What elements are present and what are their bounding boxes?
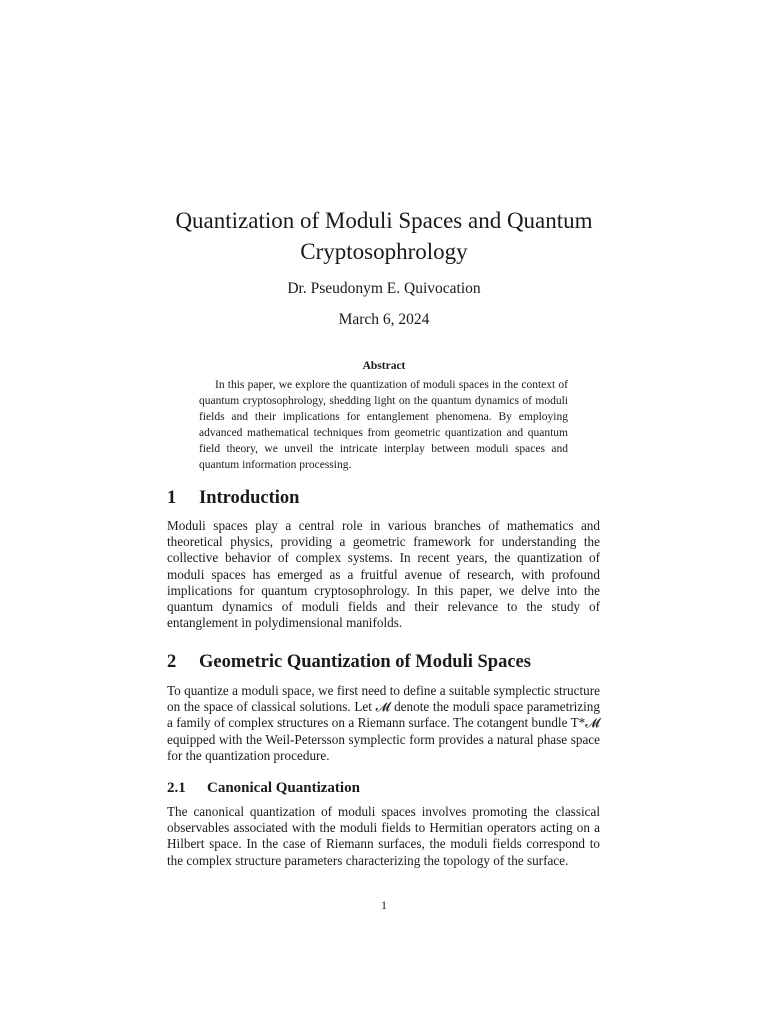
section-heading-introduction [167,486,299,510]
section-heading-geometric-quantization [167,650,531,674]
abstract-text: In this paper, we explore the quantization of moduli spaces in the context of quantum cryptosophrology, shedding light on the quantum dynamics of moduli fields and their implications for entanglement phenomena. By employing advanced mathematical techniques from geometric quantization and quantum field theory, we unveil the intricate interplay between moduli spaces and quantum information processing. [199,379,568,471]
subsection-number: 2.1 [167,780,186,796]
section-number: 1 [167,488,177,508]
paper-title: Quantization of Moduli Spaces and Quantum Cryptosophrology [175,208,593,264]
paper-author: Dr. Pseudonym E. Quivocation [287,280,481,297]
section-body-geometric-quantization: To quantize a moduli space, we first need to define a suitable symplectic structure on the space of classical solutions. Let 𝓜 denote the moduli space parametrizing a family of complex structures on a Riemann surface. The cotangent bundle T*𝓜 equipped with the Weil-Petersson symplectic form provides a natural phase space for the quantization procedure. [167,683,600,763]
section-number: 2 [167,652,177,672]
paper-date: March 6, 2024 [338,311,430,328]
subsection-title: Canonical Quantization [207,780,360,796]
section-title: Introduction [199,488,300,508]
page-number: 1 [381,898,387,912]
section-body-introduction: Moduli spaces play a central role in various branches of mathematics and theoretical physics, providing a geometric framework for understanding the collective behavior of complex systems. In recent years, the quantization of moduli spaces has emerged as a fruitful avenue of research, with profound implications for quantum cryptosophrology. In this paper, we delve into the quantum dynamics of moduli fields and their relevance to the study of entanglement in polydimensional manifolds. [167,518,600,631]
subsection-body-canonical-quantization: The canonical quantization of moduli spaces involves promoting the classical observables associated with the moduli fields to Hermitian operators acting on a Hilbert space. In the case of Riemann surfaces, the moduli fields correspond to the complex structure parameters characterizing the topology of the surface. [167,804,600,868]
section-title: Geometric Quantization of Moduli Spaces [199,652,531,672]
subsection-heading-canonical-quantization [167,778,360,798]
abstract-heading: Abstract [362,360,406,372]
